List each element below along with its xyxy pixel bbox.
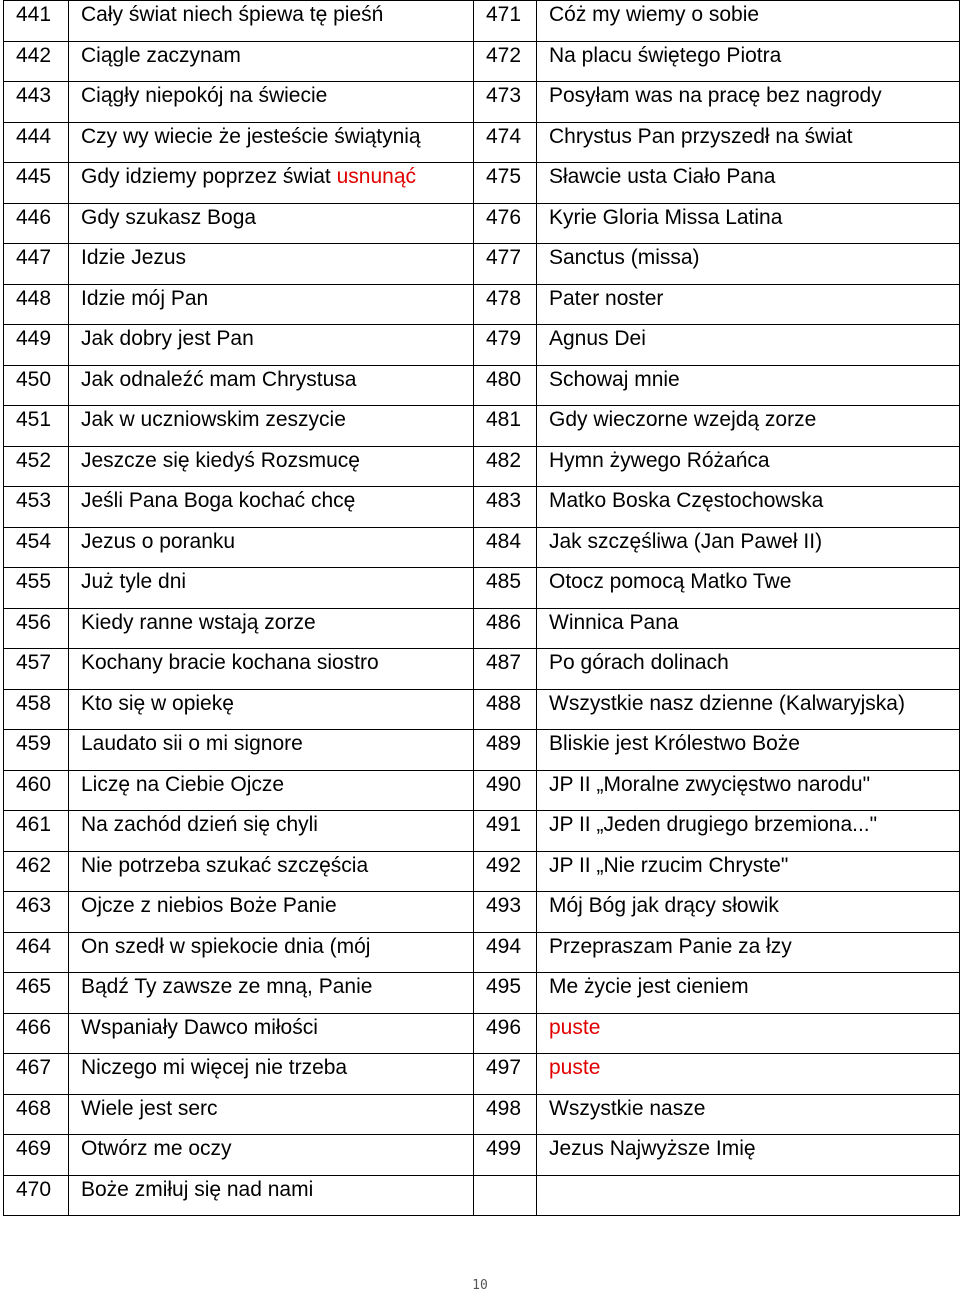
song-number-left: 454 (4, 527, 69, 568)
song-number-right: 477 (474, 244, 537, 285)
table-row (4, 41, 960, 82)
song-title-left: Ciągły niepokój na świecie (69, 82, 474, 123)
table-row (4, 568, 960, 609)
table-row (4, 1094, 960, 1135)
song-title-right: Gdy wieczorne wzejdą zorze (537, 406, 960, 447)
table-row (4, 1175, 960, 1216)
table-row (4, 1, 960, 42)
song-title-left: Już tyle dni (69, 568, 474, 609)
song-title-right: Wszystkie nasz dzienne (Kalwaryjska) (537, 689, 960, 730)
song-title-left: Cały świat niech śpiewa tę pieśń (69, 1, 474, 42)
table-row (4, 284, 960, 325)
song-title-left: Otwórz me oczy (69, 1135, 474, 1176)
song-title-left: Kiedy ranne wstają zorze (69, 608, 474, 649)
table-row (4, 527, 960, 568)
table-row (4, 163, 960, 204)
song-title-right: Bliskie jest Królestwo Boże (537, 730, 960, 771)
table-row (4, 932, 960, 973)
table-row (4, 973, 960, 1014)
song-title-right: Jak szczęśliwa (Jan Paweł II) (537, 527, 960, 568)
song-number-left: 452 (4, 446, 69, 487)
song-title-right: Cóż my wiemy o sobie (537, 1, 960, 42)
song-number-left: 460 (4, 770, 69, 811)
song-title-right: puste (537, 1054, 960, 1095)
song-title-right: JP II „Moralne zwycięstwo narodu" (537, 770, 960, 811)
song-number-right: 480 (474, 365, 537, 406)
song-number-right: 490 (474, 770, 537, 811)
song-number-right: 474 (474, 122, 537, 163)
song-number-right: 479 (474, 325, 537, 366)
song-number-left: 446 (4, 203, 69, 244)
song-title-left: Jeszcze się kiedyś Rozsmucę (69, 446, 474, 487)
page-number: 10 (472, 1278, 488, 1293)
song-title-left: Idzie mój Pan (69, 284, 474, 325)
song-number-left: 447 (4, 244, 69, 285)
song-title-right: Przepraszam Panie za łzy (537, 932, 960, 973)
song-title-right: Winnica Pana (537, 608, 960, 649)
song-title-left: Czy wy wiecie że jesteście świątynią (69, 122, 474, 163)
song-title-left: Jak dobry jest Pan (69, 325, 474, 366)
song-title-right: Sanctus (missa) (537, 244, 960, 285)
song-number-left: 458 (4, 689, 69, 730)
song-number-left: 443 (4, 82, 69, 123)
song-title-right: Mój Bóg jak drący słowik (537, 892, 960, 933)
song-title-right (537, 1175, 960, 1216)
song-number-left: 455 (4, 568, 69, 609)
song-title-right: Agnus Dei (537, 325, 960, 366)
song-number-right: 498 (474, 1094, 537, 1135)
song-title-right: JP II „Nie rzucim Chryste" (537, 851, 960, 892)
song-title-left: On szedł w spiekocie dnia (mój (69, 932, 474, 973)
song-number-left: 467 (4, 1054, 69, 1095)
song-number-right: 496 (474, 1013, 537, 1054)
song-number-right (474, 1175, 537, 1216)
song-number-left: 444 (4, 122, 69, 163)
song-title-right: Kyrie Gloria Missa Latina (537, 203, 960, 244)
song-number-left: 442 (4, 41, 69, 82)
song-title-right: Hymn żywego Różańca (537, 446, 960, 487)
song-number-right: 482 (474, 446, 537, 487)
table-row (4, 406, 960, 447)
song-number-right: 484 (474, 527, 537, 568)
song-number-right: 481 (474, 406, 537, 447)
song-title-right: Jezus Najwyższe Imię (537, 1135, 960, 1176)
song-number-right: 473 (474, 82, 537, 123)
table-row (4, 811, 960, 852)
song-title-right: puste (537, 1013, 960, 1054)
song-number-right: 486 (474, 608, 537, 649)
song-title-text: Gdy idziemy poprzez świat (81, 165, 331, 188)
song-title-red-note: usnunąć (336, 165, 417, 188)
song-title-left: Wspaniały Dawco miłości (69, 1013, 474, 1054)
song-title-right: Na placu świętego Piotra (537, 41, 960, 82)
table-row (4, 608, 960, 649)
song-number-left: 450 (4, 365, 69, 406)
song-number-right: 487 (474, 649, 537, 690)
song-number-right: 495 (474, 973, 537, 1014)
song-number-left: 468 (4, 1094, 69, 1135)
song-title-left: Laudato sii o mi signore (69, 730, 474, 771)
song-number-left: 456 (4, 608, 69, 649)
song-number-right: 476 (474, 203, 537, 244)
song-title-right: Chrystus Pan przyszedł na świat (537, 122, 960, 163)
song-number-right: 488 (474, 689, 537, 730)
song-number-left: 470 (4, 1175, 69, 1216)
song-number-right: 471 (474, 1, 537, 42)
song-title-left: Wiele jest serc (69, 1094, 474, 1135)
song-title-left: Jak odnaleźć mam Chrystusa (69, 365, 474, 406)
song-index-body (4, 1, 960, 1216)
song-title-right: Me życie jest cieniem (537, 973, 960, 1014)
song-number-left: 463 (4, 892, 69, 933)
song-number-left: 469 (4, 1135, 69, 1176)
song-number-right: 478 (474, 284, 537, 325)
table-row (4, 122, 960, 163)
song-title-right: JP II „Jeden drugiego brzemiona..." (537, 811, 960, 852)
song-title-left: Nie potrzeba szukać szczęścia (69, 851, 474, 892)
song-number-right: 491 (474, 811, 537, 852)
song-number-right: 492 (474, 851, 537, 892)
table-row (4, 203, 960, 244)
song-title-left: Bądź Ty zawsze ze mną, Panie (69, 973, 474, 1014)
table-row (4, 82, 960, 123)
song-title-left: Jeśli Pana Boga kochać chcę (69, 487, 474, 528)
song-number-right: 475 (474, 163, 537, 204)
song-number-left: 459 (4, 730, 69, 771)
table-row (4, 446, 960, 487)
song-title-left: Ojcze z niebios Boże Panie (69, 892, 474, 933)
table-row (4, 487, 960, 528)
song-number-left: 457 (4, 649, 69, 690)
song-title-left: Ciągle zaczynam (69, 41, 474, 82)
song-title-right: Sławcie usta Ciało Pana (537, 163, 960, 204)
song-title-right: Wszystkie nasze (537, 1094, 960, 1135)
song-title-left: Jak w uczniowskim zeszycie (69, 406, 474, 447)
song-title-left (69, 163, 474, 204)
song-title-right: Otocz pomocą Matko Twe (537, 568, 960, 609)
song-number-right: 497 (474, 1054, 537, 1095)
song-number-right: 489 (474, 730, 537, 771)
song-number-left: 445 (4, 163, 69, 204)
song-title-right: Pater noster (537, 284, 960, 325)
song-title-left: Na zachód dzień się chyli (69, 811, 474, 852)
song-title-left: Gdy szukasz Boga (69, 203, 474, 244)
song-number-right: 483 (474, 487, 537, 528)
song-number-left: 441 (4, 1, 69, 42)
song-number-left: 453 (4, 487, 69, 528)
song-number-right: 472 (474, 41, 537, 82)
song-number-right: 493 (474, 892, 537, 933)
song-index-table (3, 0, 960, 1216)
song-number-left: 465 (4, 973, 69, 1014)
song-title-right: Matko Boska Częstochowska (537, 487, 960, 528)
song-number-left: 451 (4, 406, 69, 447)
table-row (4, 730, 960, 771)
table-row (4, 325, 960, 366)
song-title-right: Posyłam was na pracę bez nagrody (537, 82, 960, 123)
song-number-right: 485 (474, 568, 537, 609)
table-row (4, 1013, 960, 1054)
song-title-left: Kochany bracie kochana siostro (69, 649, 474, 690)
song-title-right: Schowaj mnie (537, 365, 960, 406)
song-title-left: Liczę na Ciebie Ojcze (69, 770, 474, 811)
song-number-left: 448 (4, 284, 69, 325)
song-number-left: 449 (4, 325, 69, 366)
table-row (4, 244, 960, 285)
song-title-left: Jezus o poranku (69, 527, 474, 568)
table-row (4, 892, 960, 933)
table-row (4, 770, 960, 811)
table-row (4, 851, 960, 892)
song-number-right: 499 (474, 1135, 537, 1176)
song-title-right: Po górach dolinach (537, 649, 960, 690)
table-row (4, 1054, 960, 1095)
song-title-left: Idzie Jezus (69, 244, 474, 285)
song-title-left: Boże zmiłuj się nad nami (69, 1175, 474, 1216)
song-title-left: Kto się w opiekę (69, 689, 474, 730)
table-row (4, 365, 960, 406)
table-row (4, 1135, 960, 1176)
song-number-left: 461 (4, 811, 69, 852)
song-number-left: 466 (4, 1013, 69, 1054)
song-number-left: 462 (4, 851, 69, 892)
table-row (4, 649, 960, 690)
table-row (4, 689, 960, 730)
song-number-left: 464 (4, 932, 69, 973)
song-number-right: 494 (474, 932, 537, 973)
song-title-left: Niczego mi więcej nie trzeba (69, 1054, 474, 1095)
